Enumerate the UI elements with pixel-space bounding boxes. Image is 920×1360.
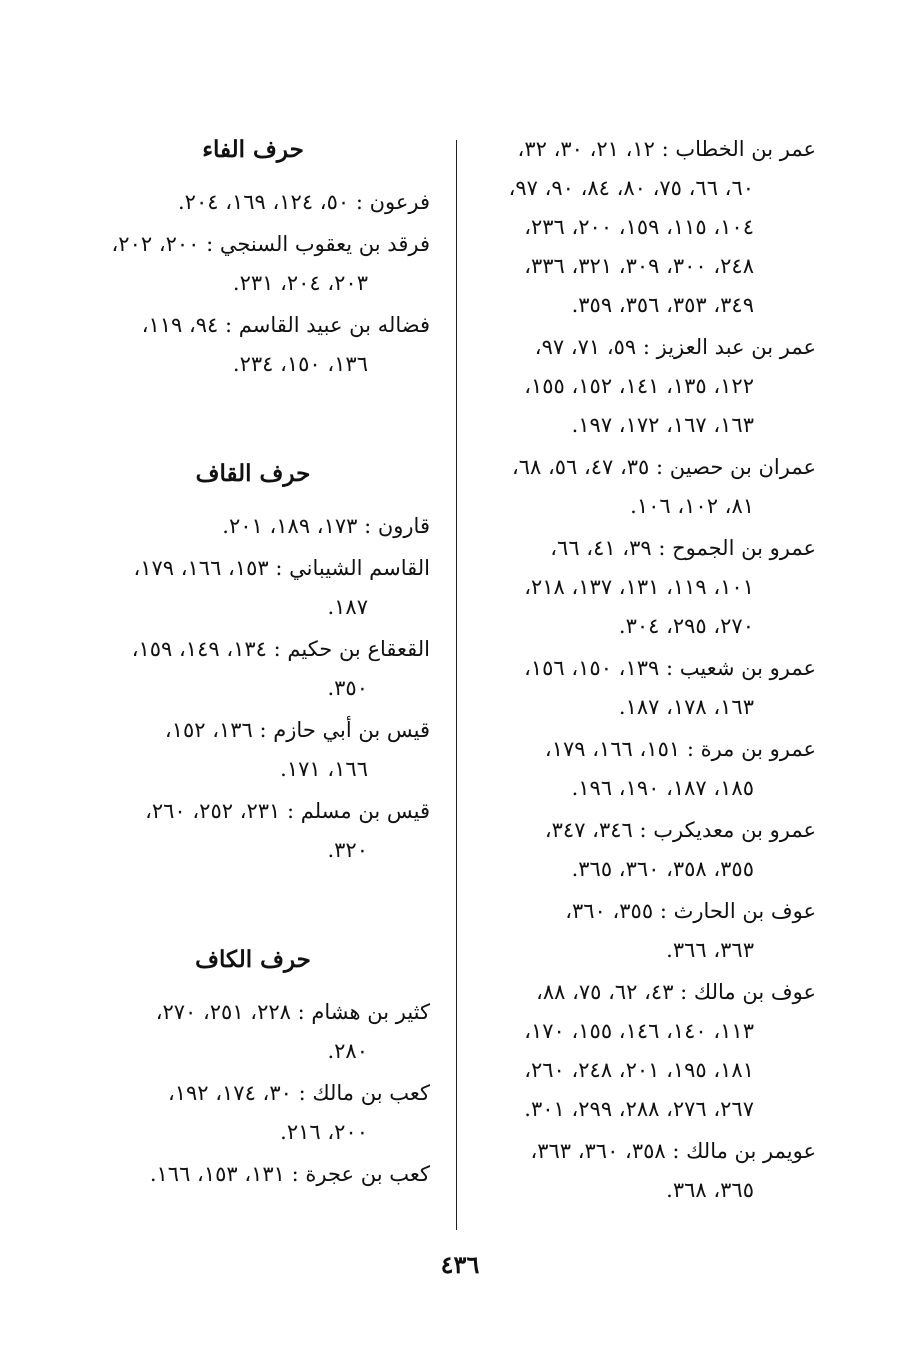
entry-pages: ١٢، ٢١، ٣٠، ٣٢،: [517, 137, 655, 161]
entry-pages: ٦٠، ٦٦، ٧٥، ٨٠، ٨٤، ٩٠، ٩٧،: [508, 176, 754, 200]
entry-name: عمرو بن معديكرب :: [639, 818, 816, 842]
entry-pages: ١٦٣، ١٧٨، ١٨٧.: [618, 695, 754, 719]
entry-name: القعقاع بن حكيم :: [273, 637, 430, 661]
index-entry: [100, 306, 430, 384]
index-entry: [488, 649, 816, 727]
entry-pages: ٢٠٣، ٢٠٤، ٢٣١.: [232, 271, 368, 295]
index-entry: [488, 811, 816, 889]
entry-pages: ٣٤٦، ٣٤٧،: [544, 818, 633, 842]
entry-pages: ١٧٣، ١٨٩، ٢٠١.: [222, 514, 358, 538]
entry-pages: ٤٣، ٦٢، ٧٥، ٨٨،: [536, 980, 674, 1004]
entry-name: كثير بن هشام :: [297, 1000, 430, 1024]
entry-pages: ٢٧٠، ٢٩٥، ٣٠٤.: [618, 614, 754, 638]
index-entry: [488, 730, 816, 808]
entry-pages: ٢٠٠، ٢١٦.: [280, 1120, 368, 1144]
entry-name: فرعون :: [355, 190, 430, 214]
entry-pages: ١٦٦، ١٧١.: [280, 757, 368, 781]
index-entry: [488, 130, 816, 325]
index-entry: [100, 1155, 430, 1194]
index-entry: [488, 1132, 816, 1210]
entry-name: عمر بن الخطاب :: [661, 137, 816, 161]
entry-name: قارون :: [364, 514, 430, 538]
letter-section-kaf: [100, 940, 430, 1194]
index-entry: [100, 630, 430, 708]
entry-pages: ٣٢٠.: [327, 838, 368, 862]
entry-pages: ٢٦٧، ٢٧٦، ٢٨٨، ٢٩٩، ٣٠١.: [524, 1097, 754, 1121]
section-heading: حرف القاف: [195, 460, 311, 487]
entry-pages: ١٣٩، ١٥٠، ١٥٦،: [524, 656, 660, 680]
entry-pages: ١٠١، ١١٩، ١٣١، ١٣٧، ٢١٨،: [524, 575, 754, 599]
index-entry: [100, 792, 430, 870]
entry-pages: ٢٣١، ٢٥٢، ٢٦٠،: [145, 799, 281, 823]
entry-pages: ٢٨٠.: [327, 1039, 368, 1063]
index-entry: [488, 892, 816, 970]
entry-pages: ١٣٦، ١٥٠، ٢٣٤.: [232, 352, 368, 376]
entry-name: قيس بن أبي حازم :: [259, 718, 430, 742]
letter-section-fa: [100, 130, 430, 384]
entry-pages: ٣٤٩، ٣٥٣، ٣٥٦، ٣٥٩.: [571, 293, 754, 317]
entry-pages: ٢٠٠، ٢٠٢،: [111, 232, 200, 256]
entry-pages: ١٨٥، ١٨٧، ١٩٠، ١٩٦.: [571, 776, 754, 800]
index-entry: [100, 549, 430, 627]
entry-pages: ١٥٣، ١٦٦، ١٧٩،: [133, 556, 269, 580]
index-entry: [100, 183, 430, 222]
entry-pages: ٣٥٨، ٣٦٠، ٣٦٣،: [530, 1139, 666, 1163]
entry-pages: ٣٩، ٤١، ٦٦،: [550, 536, 652, 560]
entry-name: القاسم الشيباني :: [275, 556, 430, 580]
index-entry: [488, 973, 816, 1129]
entry-pages: ٥٩، ٧١، ٩٧،: [534, 335, 637, 359]
entry-pages: ١٨١، ١٩٥، ٢٠١، ٢٤٨، ٢٦٠،: [524, 1058, 754, 1082]
entry-pages: ٨١، ١٠٢، ١٠٦.: [630, 494, 754, 518]
index-entry: [488, 448, 816, 526]
entry-pages: ٣٦٣، ٣٦٦.: [666, 938, 754, 962]
entry-name: كعب بن عجرة :: [291, 1162, 430, 1186]
entry-pages: ٥٠، ١٢٤، ١٦٩، ٢٠٤.: [177, 190, 350, 214]
right-column: [488, 130, 816, 1213]
entry-pages: ١٦٣، ١٦٧، ١٧٢، ١٩٧.: [571, 413, 754, 437]
entry-name: عمر بن عبد العزيز :: [642, 335, 816, 359]
page-number: ٤٣٦: [440, 1250, 480, 1279]
entry-pages: ٣٥٥، ٣٦٠،: [565, 899, 654, 923]
entry-pages: ١٠٤، ١١٥، ١٥٩، ٢٠٠، ٢٣٦،: [524, 215, 754, 239]
entry-pages: ٣٥٥، ٣٥٨، ٣٦٠، ٣٦٥.: [571, 857, 754, 881]
entry-name: عمرو بن مرة :: [686, 737, 816, 761]
column-divider: [456, 140, 457, 1230]
entry-pages: ١٨٧.: [327, 595, 368, 619]
entry-name: عمرو بن الجموح :: [658, 536, 816, 560]
entry-pages: ٩٤، ١١٩،: [141, 313, 219, 337]
entry-pages: ١٣٦، ١٥٢،: [164, 718, 253, 742]
entry-pages: ٢٤٨، ٣٠٠، ٣٠٩، ٣٢١، ٣٣٦،: [524, 254, 754, 278]
entry-pages: ٣٥٠.: [327, 676, 368, 700]
entry-name: قيس بن مسلم :: [287, 799, 430, 823]
index-entry: [100, 711, 430, 789]
entry-pages: ١٣٤، ١٤٩، ١٥٩،: [131, 637, 267, 661]
entry-pages: ١٣١، ١٥٣، ١٦٦.: [149, 1162, 285, 1186]
section-heading: حرف الفاء: [202, 136, 304, 163]
entry-name: عمرو بن شعيب :: [665, 656, 816, 680]
entry-pages: ٣٦٥، ٣٦٨.: [666, 1178, 754, 1202]
entry-name: عويمر بن مالك :: [672, 1139, 816, 1163]
index-entry: [488, 529, 816, 646]
entry-pages: ١٥١، ١٦٦، ١٧٩،: [544, 737, 681, 761]
index-entry: [100, 993, 430, 1071]
letter-section-qaf: [100, 454, 430, 870]
entry-name: عوف بن مالك :: [680, 980, 816, 1004]
left-column: [100, 130, 430, 1264]
index-entry: [100, 507, 430, 546]
entry-name: عوف بن الحارث :: [659, 899, 816, 923]
entry-name: كعب بن مالك :: [298, 1081, 430, 1105]
index-entry: [100, 1074, 430, 1152]
entry-pages: ٣٠، ١٧٤، ١٩٢،: [167, 1081, 292, 1105]
entry-pages: ١٢٢، ١٣٥، ١٤١، ١٥٢، ١٥٥،: [524, 374, 754, 398]
entry-name: فضاله بن عبيد القاسم :: [225, 313, 430, 337]
entry-pages: ١١٣، ١٤٠، ١٤٦، ١٥٥، ١٧٠،: [524, 1019, 754, 1043]
index-entry: [488, 328, 816, 445]
index-entry: [100, 225, 430, 303]
entry-name: عمران بن حصين :: [656, 455, 816, 479]
entry-pages: ٣٥، ٤٧، ٥٦، ٦٨،: [511, 455, 650, 479]
entry-pages: ٢٢٨، ٢٥١، ٢٧٠،: [155, 1000, 291, 1024]
entry-name: فرقد بن يعقوب السنجي :: [206, 232, 430, 256]
section-heading: حرف الكاف: [195, 946, 311, 973]
